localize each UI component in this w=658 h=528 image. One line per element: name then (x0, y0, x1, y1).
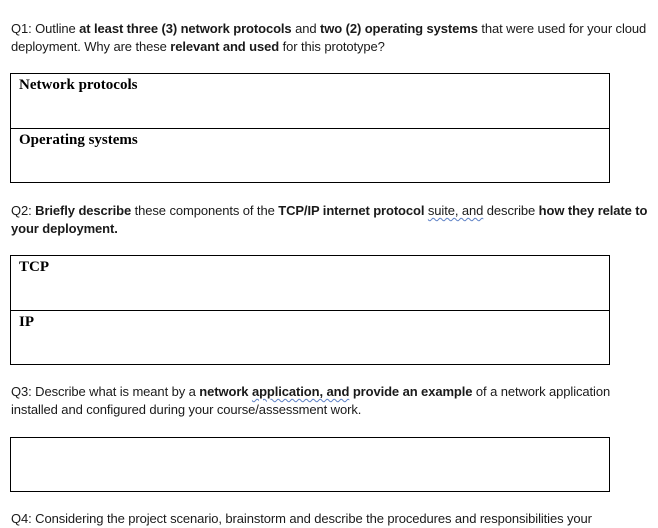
question-2-text: Q2: Briefly describe these components of the TCP/IP internet protocol suite, and describe how they relate to your deployment. (11, 203, 648, 236)
question-4-text: Q4: Considering the project scenario, brainstorm and describe the procedures and responsibilities your (11, 511, 592, 526)
operating-systems-row[interactable] (11, 128, 609, 182)
network-protocols-label: Network protocols (19, 77, 138, 93)
ip-label: IP (19, 314, 34, 330)
question-1-text: Q1: Outline at least three (3) network protocols and two (2) operating systems that were used for your cloud deployment. Why are these relevant and used for this prototype? (11, 21, 647, 54)
spellcheck-underline: suite, and (427, 203, 484, 218)
operating-systems-label: Operating systems (19, 132, 138, 148)
tcp-label: TCP (19, 259, 49, 275)
question-2-table (10, 255, 610, 365)
tcp-row[interactable] (11, 256, 609, 310)
question-3-answer-box[interactable] (10, 437, 610, 492)
question-3-text: Q3: Describe what is meant by a network application, and provide an example of a network application installed and configured during your course/assessment work. (11, 384, 611, 417)
spellcheck-underline: application, and (251, 384, 350, 399)
network-protocols-row[interactable] (11, 74, 609, 128)
question-1-table (10, 73, 610, 183)
ip-row[interactable] (11, 310, 609, 364)
